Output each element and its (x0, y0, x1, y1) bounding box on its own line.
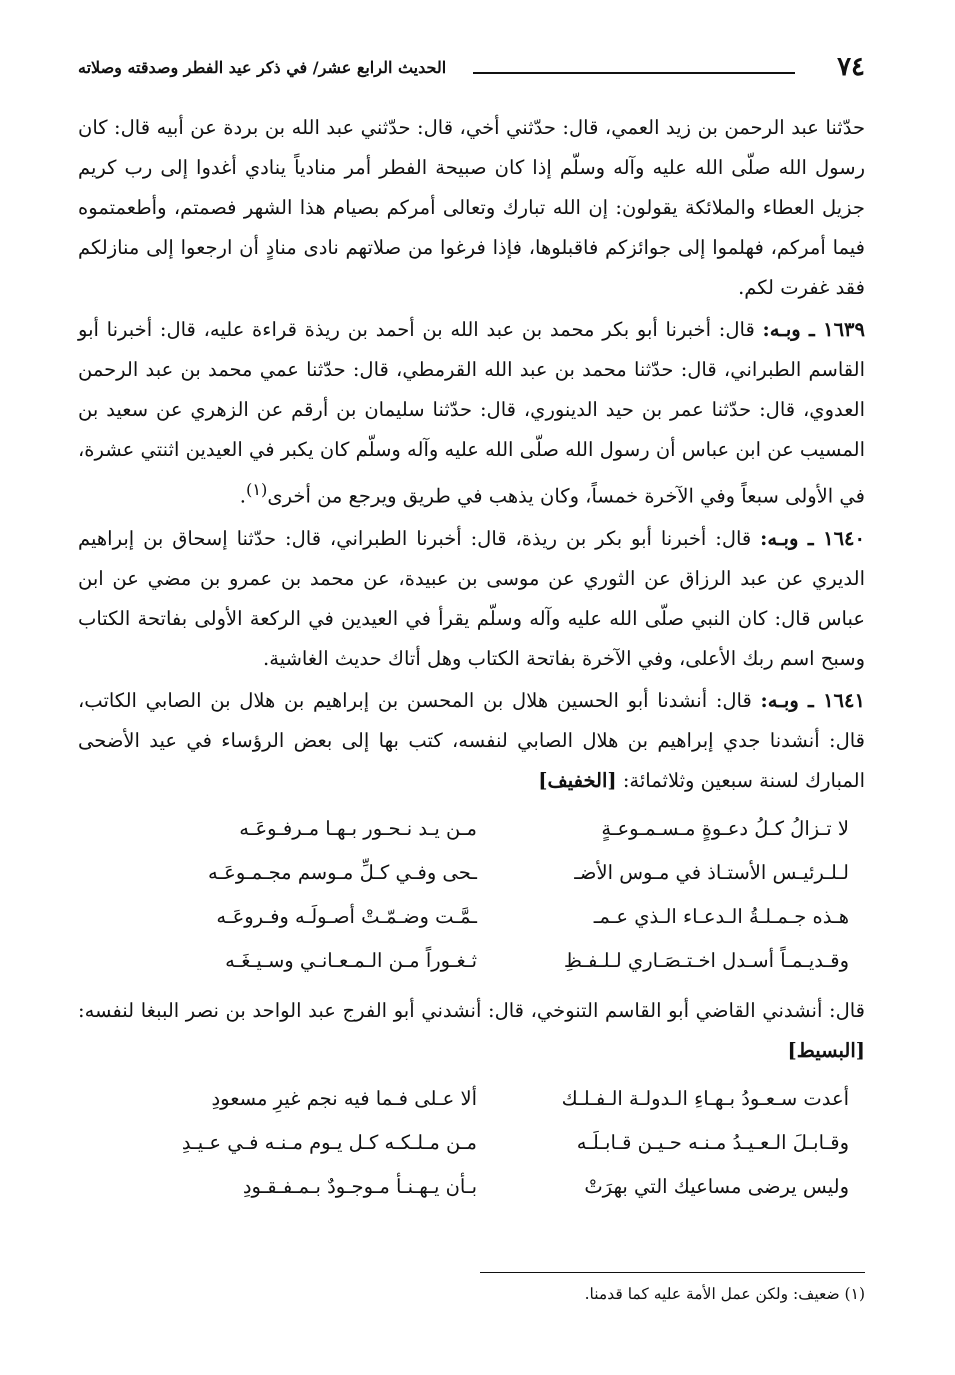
verse (78, 1121, 865, 1165)
hadith-text: قال: أخبرنا أبو بكر محمد بن عبد الله بن أحمد بن ريذة قراءة عليه، قال: أخبرنا أبو القاسم الطبراني، قال: حدّثنا محمد بن عبد الله القرمطي، قال: حدّثنا عمي محمد بن عبد الرحمن العدوي، قال: حدّثنا عمر بن حيد الدينوري، قال: حدّثنا سليمان بن أرقم عن الزهري عن سعيد بن المسيب عن ابن عباس أن رسول الله صلّى الله عليه وآله وسلّم كان يكبر في العيدين اثنتي عشرة، في الأولى سبعاً وفي الآخرة خمساً، وكان يذهب في طريق ويرجع من أخرى (78, 318, 865, 508)
verse-second-hemistich: مـن مـلـكـه كـل يـوم مـنـه فـي عـيـدِ (181, 1130, 477, 1154)
hadith-number: ١٦٤١ ـ وبـه: (760, 688, 865, 712)
verse-first-hemistich: وقـابـلَ الـعـيـدُ مـنـه حـيـن قـابـلَـه (576, 1130, 849, 1154)
header-rule (473, 72, 795, 74)
footnote: (١) ضعيف: ولكن عمل الأمة عليه كما قدمنا. (584, 1285, 865, 1303)
footnote-rule (480, 1272, 865, 1273)
hadith-1640 (78, 519, 865, 679)
page-number: ٧٤ (837, 52, 865, 82)
verse (78, 1165, 865, 1209)
verse-first-hemistich: أعدت سـعـودُ بـهـاءِ الـدولـة الـفـلـك (561, 1086, 849, 1110)
verse (78, 851, 865, 895)
hadith-number: ١٦٣٩ ـ وبـه: (762, 318, 865, 341)
verse-first-hemistich: هـذه جـمـلـةُ الـدعـاء الـذي عـمـ (593, 904, 849, 928)
hadith-end: . (239, 484, 246, 508)
hadith-text: قال: أخبرنا أبو بكر بن ريذة، قال: أخبرنا الطبراني، قال: حدّثنا إسحاق بن إبراهيم الديري عن عبد الرزاق عن الثوري عن موسى بن عبيدة، عن محمد بن عمرو بن مضي عن ابن عباس قال: كان النبي صلّى الله عليه وآله وسلّم يقرأ في العيدين في الركعة الأولى بفاتحة الكتاب وسبح اسم ربك الأعلى، وفي الآخرة بفاتحة الكتاب وهل أتاك حديث الغاشية. (78, 526, 865, 670)
verse-first-hemistich: لـلـرئيـس الأستـاذ في مـوس الأضـ (574, 860, 849, 884)
verse-first-hemistich: وقـديـمـاً أسـدل اخـتـصَـاري لـلـفـظِ (563, 948, 849, 972)
page-body (78, 108, 865, 1217)
verse-second-hemistich: ألا عـلى فـما فيه نجم غيرِ مسعودِ (211, 1086, 477, 1110)
verse-second-hemistich: بـأن يـهـنـأ مـوجـودٌ بـمـفـقـودِ (242, 1174, 477, 1198)
verse (78, 807, 865, 851)
footnote-ref: (١) (245, 480, 268, 499)
page-header (78, 52, 865, 86)
poem-meter: [البسيط] (787, 1038, 865, 1062)
verse-second-hemistich: ثـغـوراً مـن الـمـعـانـي وسـيـغَـه (225, 948, 477, 972)
poem-1 (78, 807, 865, 983)
hadith-1641 (78, 681, 865, 801)
verse-second-hemistich: ـمَّـت وضـمّـتْ أصـولَـه وفـروعَـه (216, 904, 477, 928)
hadith-1639 (78, 310, 865, 517)
running-title: الحديث الرابع عشر/ في ذكر عيد الفطر وصدقته وصلاته (78, 58, 447, 77)
verse-second-hemistich: ـحى وفـي كـلِّ مـوسم مجـمـوعَـه (208, 860, 477, 884)
poem-2 (78, 1077, 865, 1209)
paragraph-intro: حدّثنا عبد الرحمن بن زيد العمي، قال: حدّثني أخي، قال: حدّثني عبد الله بن بردة عن أبيه قال: كان رسول الله صلّى الله عليه وآله وسلّم إذا كان صبيحة الفطر أمر منادياً ينادي أغدوا إلى رب كريم جزيل العطاء والملائكة يقولون: إن الله تبارك وتعالى أمركم بصيام هذا الشهر فصمتم، وأطعمتموه فيما أمركم، فهلموا إلى جوائزكم فاقبلوها، فإذا فرغوا من صلاتهم نادى منادٍ أن ارجعوا إلى منازلكم فقد غفرت لكم. (78, 116, 865, 299)
verse (78, 1077, 865, 1121)
verse-first-hemistich: وليس يرضى مساعيك التي بهرَتْ (584, 1174, 849, 1198)
paragraph-text: قال: أنشدني القاضي أبو القاسم التنوخي، قال: أنشدني أبو الفرج عبد الواحد بن نصر الببغا لنفسه: (78, 998, 865, 1022)
hadith-number: ١٦٤٠ ـ وبـه: (760, 526, 865, 550)
poem-meter: [الخفيف] (538, 768, 617, 792)
verse (78, 939, 865, 983)
verse-second-hemistich: مـن يـد نـحـور بـهـا مـرفـوعَـه (239, 816, 477, 840)
hadith-text: قال: أنشدنا أبو الحسين هلال بن المحسن بن إبراهيم بن هلال بن الصابي الكاتب، قال: أنشدنا جدي إبراهيم بن هلال الصابي لنفسه، كتب بها إلى بعض الرؤساء في عيد الأضحى المبارك لسنة سبعين وثلاثمائة: (78, 688, 865, 792)
verse-first-hemistich: لا تـزالُ كـلُ دعـوةٍ مـسـمـوعـةٍ (601, 816, 849, 840)
paragraph-qal (78, 991, 865, 1071)
verse (78, 895, 865, 939)
